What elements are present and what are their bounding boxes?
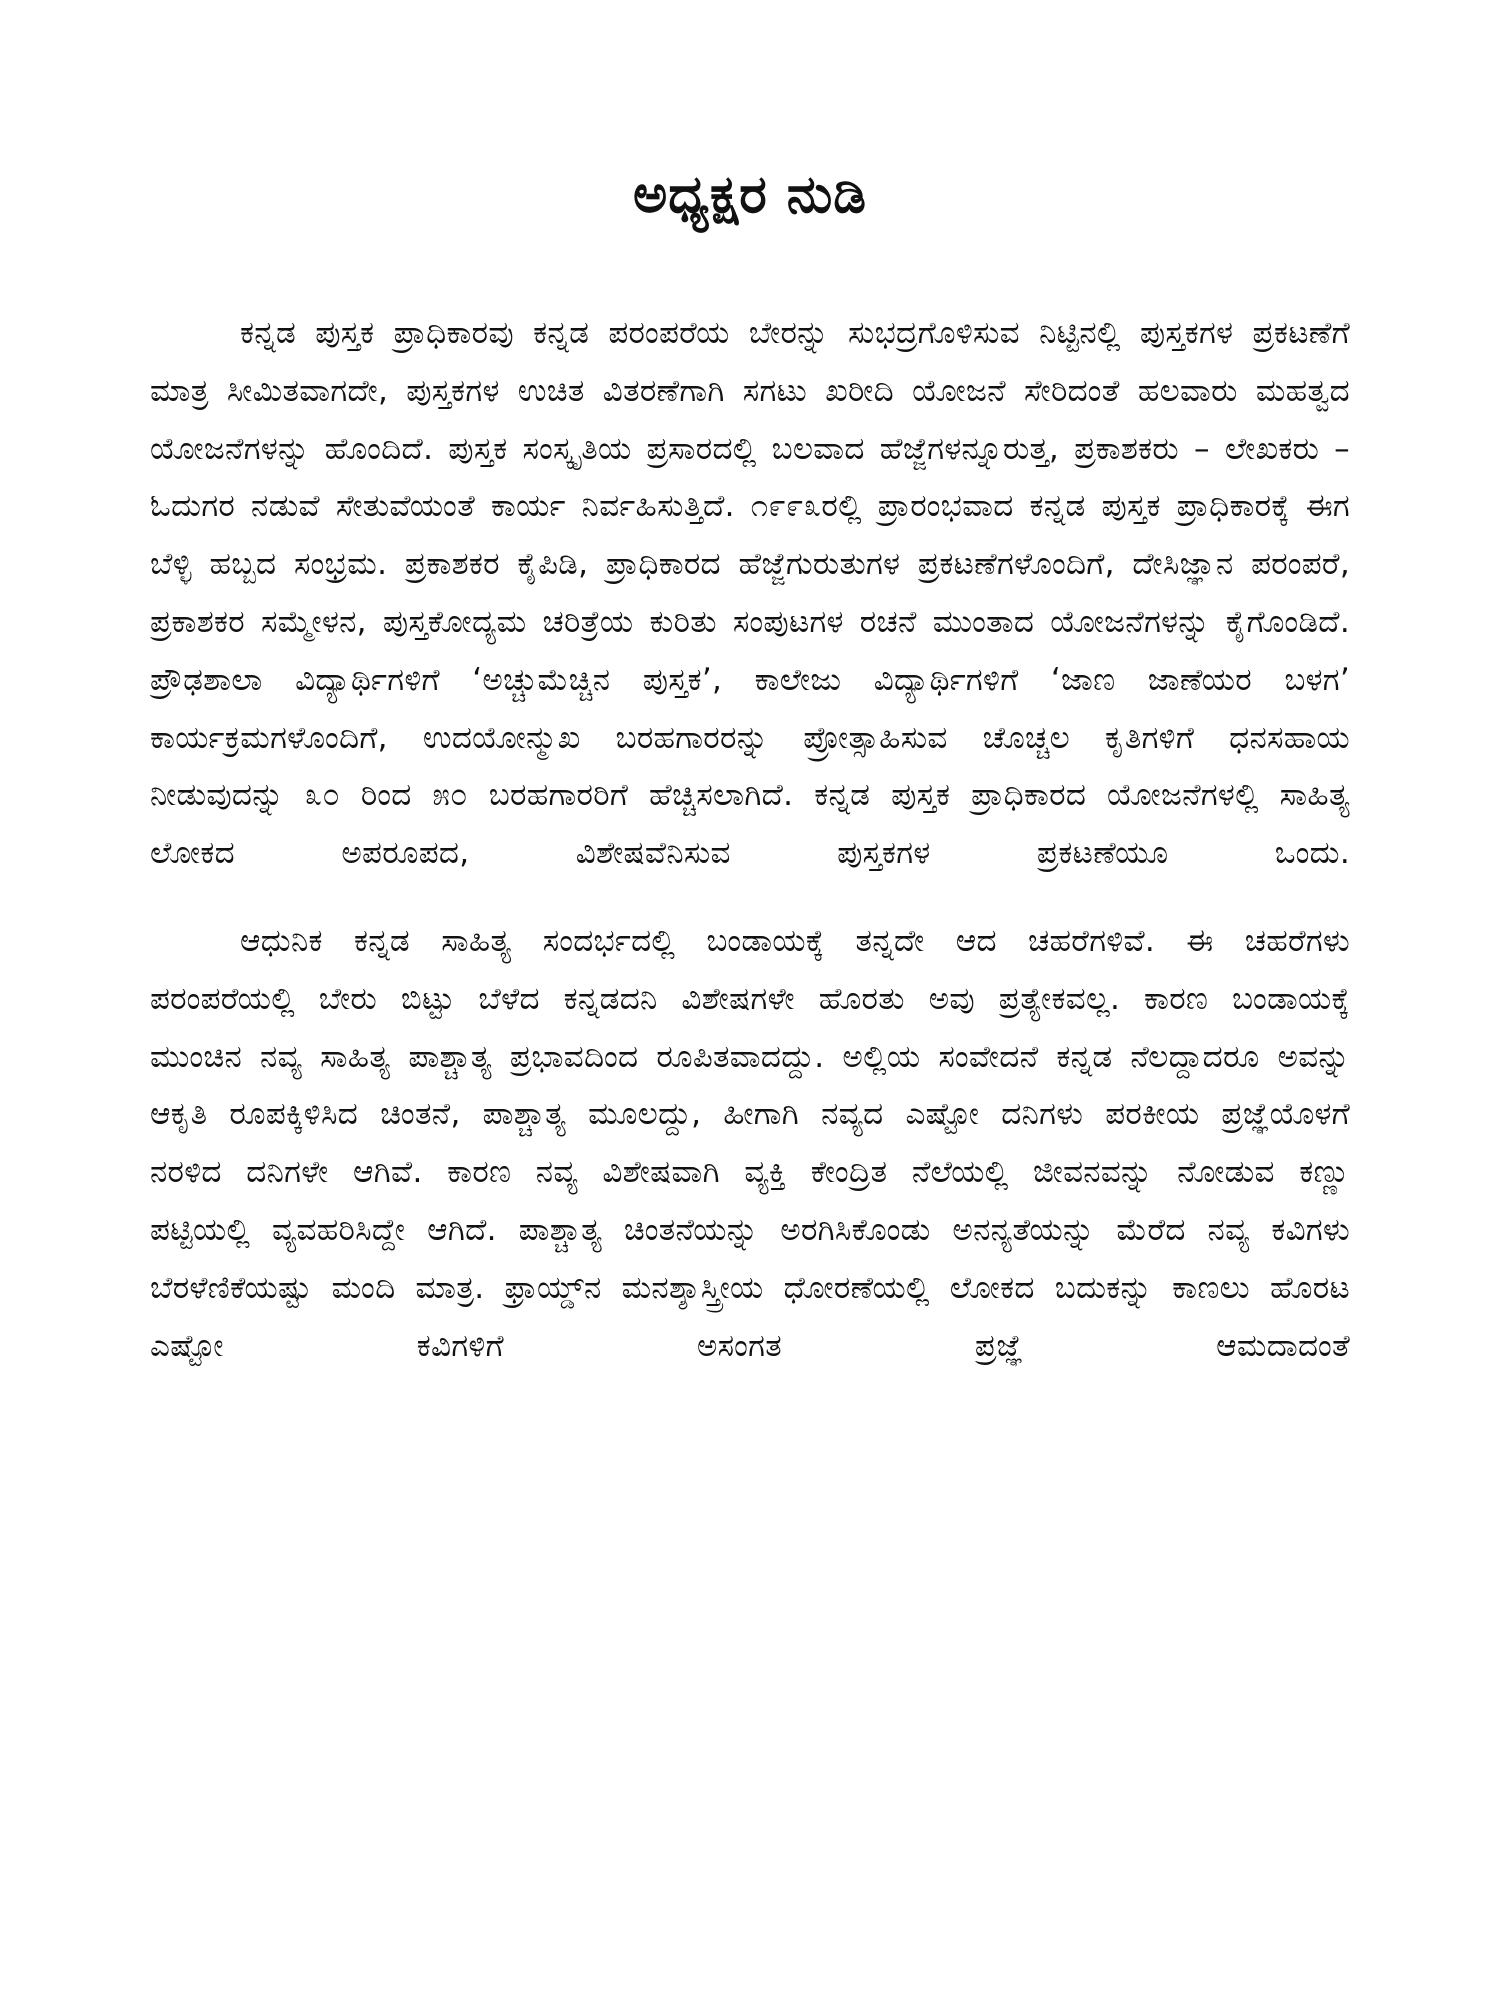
paragraph-1: ಕನ್ನಡ ಪುಸ್ತಕ ಪ್ರಾಧಿಕಾರವು ಕನ್ನಡ ಪರಂಪರೆಯ ಬೇರನ್ನು ಸುಭದ್ರಗೊಳಿಸುವ ನಿಟ್ಟಿನಲ್ಲಿ ಪುಸ್ತಕಗಳ ಪ್ರಕಟಣೆಗೆ ಮಾತ್ರ ಸೀಮಿತವಾಗದೇ, ಪುಸ್ತಕಗಳ ಉಚಿತ ವಿತರಣೆಗಾಗಿ ಸಗಟು ಖರೀದಿ ಯೋಜನೆ ಸೇರಿದಂತೆ ಹಲವಾರು ಮಹತ್ವದ ಯೋಜನೆಗಳನ್ನು ಹೊಂದಿದೆ. ಪುಸ್ತಕ ಸಂಸ್ಕೃತಿಯ ಪ್ರಸಾರದಲ್ಲಿ ಬಲವಾದ ಹೆಜ್ಜೆಗಳನ್ನೂರುತ್ತ, ಪ್ರಕಾಶಕರು – ಲೇಖಕರು – ಓದುಗರ ನಡುವೆ ಸೇತುವೆಯಂತೆ ಕಾರ್ಯ ನಿರ್ವಹಿಸುತ್ತಿದೆ. ೧೯೯೩ರಲ್ಲಿ ಪ್ರಾರಂಭವಾದ ಕನ್ನಡ ಪುಸ್ತಕ ಪ್ರಾಧಿಕಾರಕ್ಕೆ ಈಗ ಬೆಳ್ಳಿ ಹಬ್ಬದ ಸಂಭ್ರಮ. ಪ್ರಕಾಶಕರ ಕೈಪಿಡಿ, ಪ್ರಾಧಿಕಾರದ ಹೆಜ್ಜೆಗುರುತುಗಳ ಪ್ರಕಟಣೆಗಳೊಂದಿಗೆ, ದೇಸಿಜ್ಞಾನ ಪರಂಪರೆ, ಪ್ರಕಾಶಕರ ಸಮ್ಮೇಳನ, ಪುಸ್ತಕೋದ್ಯಮ ಚರಿತ್ರೆಯ ಕುರಿತು ಸಂಪುಟಗಳ ರಚನೆ ಮುಂತಾದ ಯೋಜನೆಗಳನ್ನು ಕೈಗೊಂಡಿದೆ. ಪ್ರೌಢಶಾಲಾ ವಿದ್ಯಾರ್ಥಿಗಳಿಗೆ ‘ಅಚ್ಚುಮೆಚ್ಚಿನ ಪುಸ್ತಕ’, ಕಾಲೇಜು ವಿದ್ಯಾರ್ಥಿಗಳಿಗೆ ‘ಜಾಣ ಜಾಣೆಯರ ಬಳಗ’ ಕಾರ್ಯಕ್ರಮಗಳೊಂದಿಗೆ, ಉದಯೋನ್ಮುಖ ಬರಹಗಾರರನ್ನು ಪ್ರೋತ್ಸಾಹಿಸುವ ಚೊಚ್ಚಲ ಕೃತಿಗಳಿಗೆ ಧನಸಹಾಯ ನೀಡುವುದನ್ನು ೩೦ ರಿಂದ ೫೦ ಬರಹಗಾರರಿಗೆ ಹೆಚ್ಚಿಸಲಾಗಿದೆ. ಕನ್ನಡ ಪುಸ್ತಕ ಪ್ರಾಧಿಕಾರದ ಯೋಜನೆಗಳಲ್ಲಿ ಸಾಹಿತ್ಯ ಲೋಕದ ಅಪರೂಪದ, ವಿಶೇಷವೆನಿಸುವ ಪುಸ್ತಕಗಳ ಪ್ರಕಟಣೆಯೂ ಒಂದು. <box>150 315 1350 872</box>
paragraph-2: ಆಧುನಿಕ ಕನ್ನಡ ಸಾಹಿತ್ಯ ಸಂದರ್ಭದಲ್ಲಿ ಬಂಡಾಯಕ್ಕೆ ತನ್ನದೇ ಆದ ಚಹರೆಗಳಿವೆ. ಈ ಚಹರೆಗಳು ಪರಂಪರೆಯಲ್ಲಿ ಬೇರು ಬಿಟ್ಟು ಬೆಳೆದ ಕನ್ನಡದನಿ ವಿಶೇಷಗಳೇ ಹೊರತು ಅವು ಪ್ರತ್ಯೇಕವಲ್ಲ. ಕಾರಣ ಬಂಡಾಯಕ್ಕೆ ಮುಂಚಿನ ನವ್ಯ ಸಾಹಿತ್ಯ ಪಾಶ್ಚಾತ್ಯ ಪ್ರಭಾವದಿಂದ ರೂಪಿತವಾದದ್ದು. ಅಲ್ಲಿಯ ಸಂವೇದನೆ ಕನ್ನಡ ನೆಲದ್ದಾದರೂ ಅವನ್ನು ಆಕೃತಿ ರೂಪಕ್ಕಿಳಿಸಿದ ಚಿಂತನೆ, ಪಾಶ್ಚಾತ್ಯ ಮೂಲದ್ದು, ಹೀಗಾಗಿ ನವ್ಯದ ಎಷ್ಟೋ ದನಿಗಳು ಪರಕೀಯ ಪ್ರಜ್ಞೆಯೊಳಗೆ ನರಳಿದ ದನಿಗಳೇ ಆಗಿವೆ. ಕಾರಣ ನವ್ಯ ವಿಶೇಷವಾಗಿ ವ್ಯಕ್ತಿ ಕೇಂದ್ರಿತ ನೆಲೆಯಲ್ಲಿ ಜೀವನವನ್ನು ನೋಡುವ ಕಣ್ಣು ಪಟ್ಟಿಯಲ್ಲಿ ವ್ಯವಹರಿಸಿದ್ದೇ ಆಗಿದೆ. ಪಾಶ್ಚಾತ್ಯ ಚಿಂತನೆಯನ್ನು ಅರಗಿಸಿಕೊಂಡು ಅನನ್ಯತೆಯನ್ನು ಮೆರೆದ ನವ್ಯ ಕವಿಗಳು ಬೆರಳೆಣಿಕೆಯಷ್ಟು ಮಂದಿ ಮಾತ್ರ. ಫ್ರಾಯ್ಡ್‌ನ ಮನಶ್ಶಾಸ್ತ್ರೀಯ ಧೋರಣೆಯಲ್ಲಿ ಲೋಕದ ಬದುಕನ್ನು ಕಾಣಲು ಹೊರಟ ಎಷ್ಟೋ ಕವಿಗಳಿಗೆ ಅಸಂಗತ ಪ್ರಜ್ಞೆ ಆಮದಾದಂತೆ <box>150 922 1350 1364</box>
body-text <box>150 305 1350 1375</box>
paragraph-spacer <box>150 883 1350 913</box>
page-title: ಅಧ್ಯಕ್ಷರ ನುಡಿ <box>632 165 868 225</box>
